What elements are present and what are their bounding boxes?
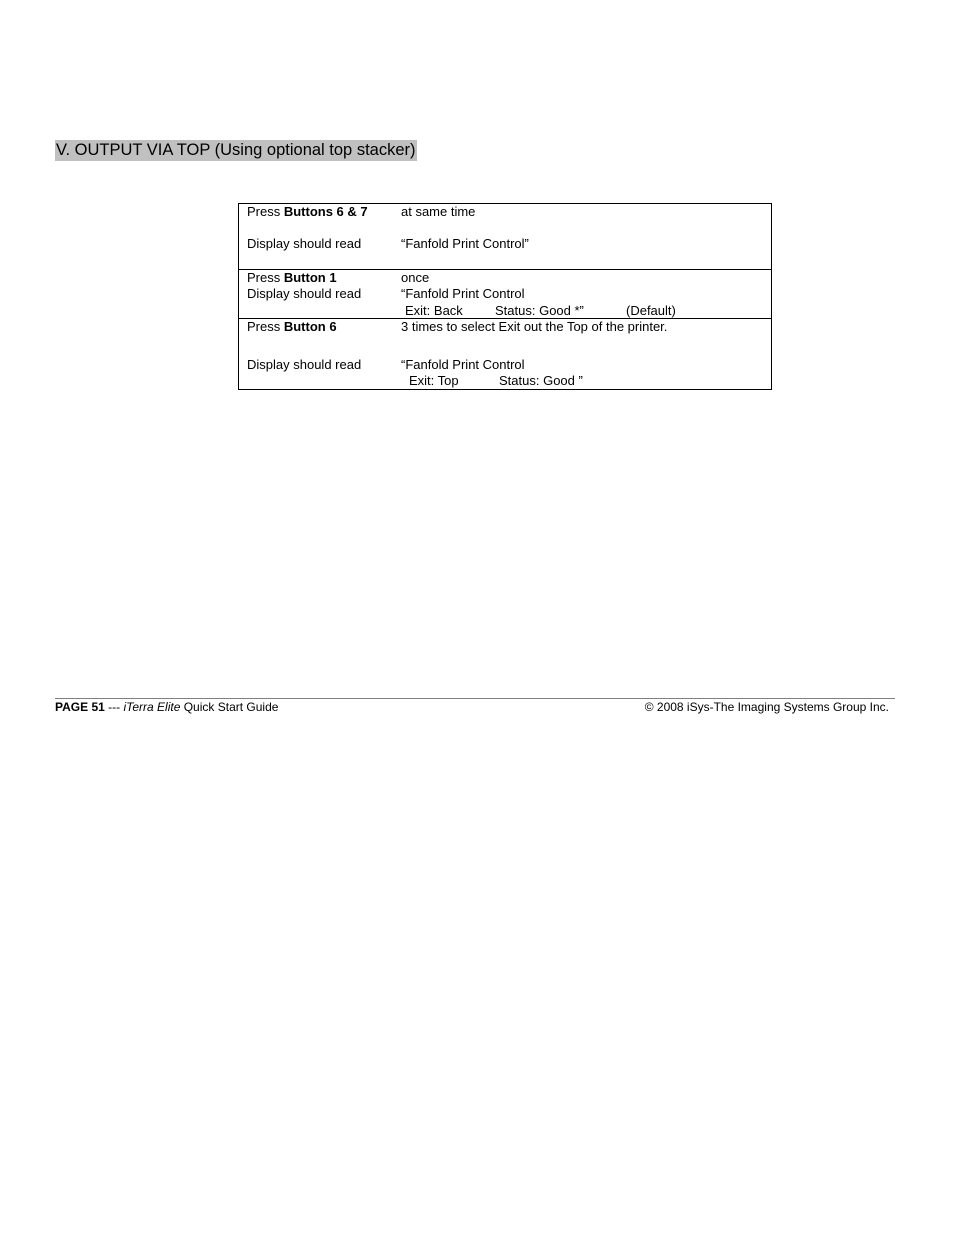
instruction-table bbox=[238, 203, 772, 390]
section-heading: V. OUTPUT VIA TOP (Using optional top stacker) bbox=[56, 141, 416, 159]
footer-page-info bbox=[55, 700, 278, 715]
table-row bbox=[239, 204, 771, 269]
footer-rule bbox=[55, 698, 895, 699]
action-detail: once bbox=[401, 270, 430, 285]
display-status: Status: Good *” bbox=[495, 303, 584, 318]
display-status: Status: Good ” bbox=[499, 373, 583, 388]
footer-copyright: © 2008 iSys-The Imaging Systems Group Inc. bbox=[644, 700, 889, 714]
action-detail: 3 times to select Exit out the Top of the printer. bbox=[401, 319, 668, 334]
display-text: “Fanfold Print Control bbox=[401, 357, 525, 372]
action-cell bbox=[247, 319, 337, 335]
footer-separator: --- bbox=[104, 700, 124, 714]
display-exit: Exit: Top bbox=[409, 373, 459, 388]
action-cell bbox=[247, 270, 337, 286]
table-row bbox=[239, 269, 771, 318]
product-name: iTerra Elite bbox=[123, 700, 181, 714]
display-text: “Fanfold Print Control” bbox=[401, 236, 529, 251]
action-prefix: Press bbox=[247, 204, 284, 219]
action-cell bbox=[247, 204, 368, 220]
display-text: “Fanfold Print Control bbox=[401, 286, 525, 301]
action-detail: at same time bbox=[401, 204, 476, 219]
display-exit: Exit: Back bbox=[405, 303, 463, 318]
button-name: Button 1 bbox=[283, 270, 337, 285]
display-label: Display should read bbox=[247, 357, 362, 372]
table-row bbox=[239, 318, 771, 389]
display-label: Display should read bbox=[247, 236, 362, 251]
display-note: (Default) bbox=[626, 303, 676, 318]
guide-name: Quick Start Guide bbox=[180, 700, 279, 714]
button-name: Buttons 6 & 7 bbox=[283, 204, 368, 219]
display-label: Display should read bbox=[247, 286, 362, 301]
action-prefix: Press bbox=[247, 319, 284, 334]
page-number: PAGE 51 bbox=[55, 700, 105, 714]
button-name: Button 6 bbox=[283, 319, 337, 334]
action-prefix: Press bbox=[247, 270, 284, 285]
